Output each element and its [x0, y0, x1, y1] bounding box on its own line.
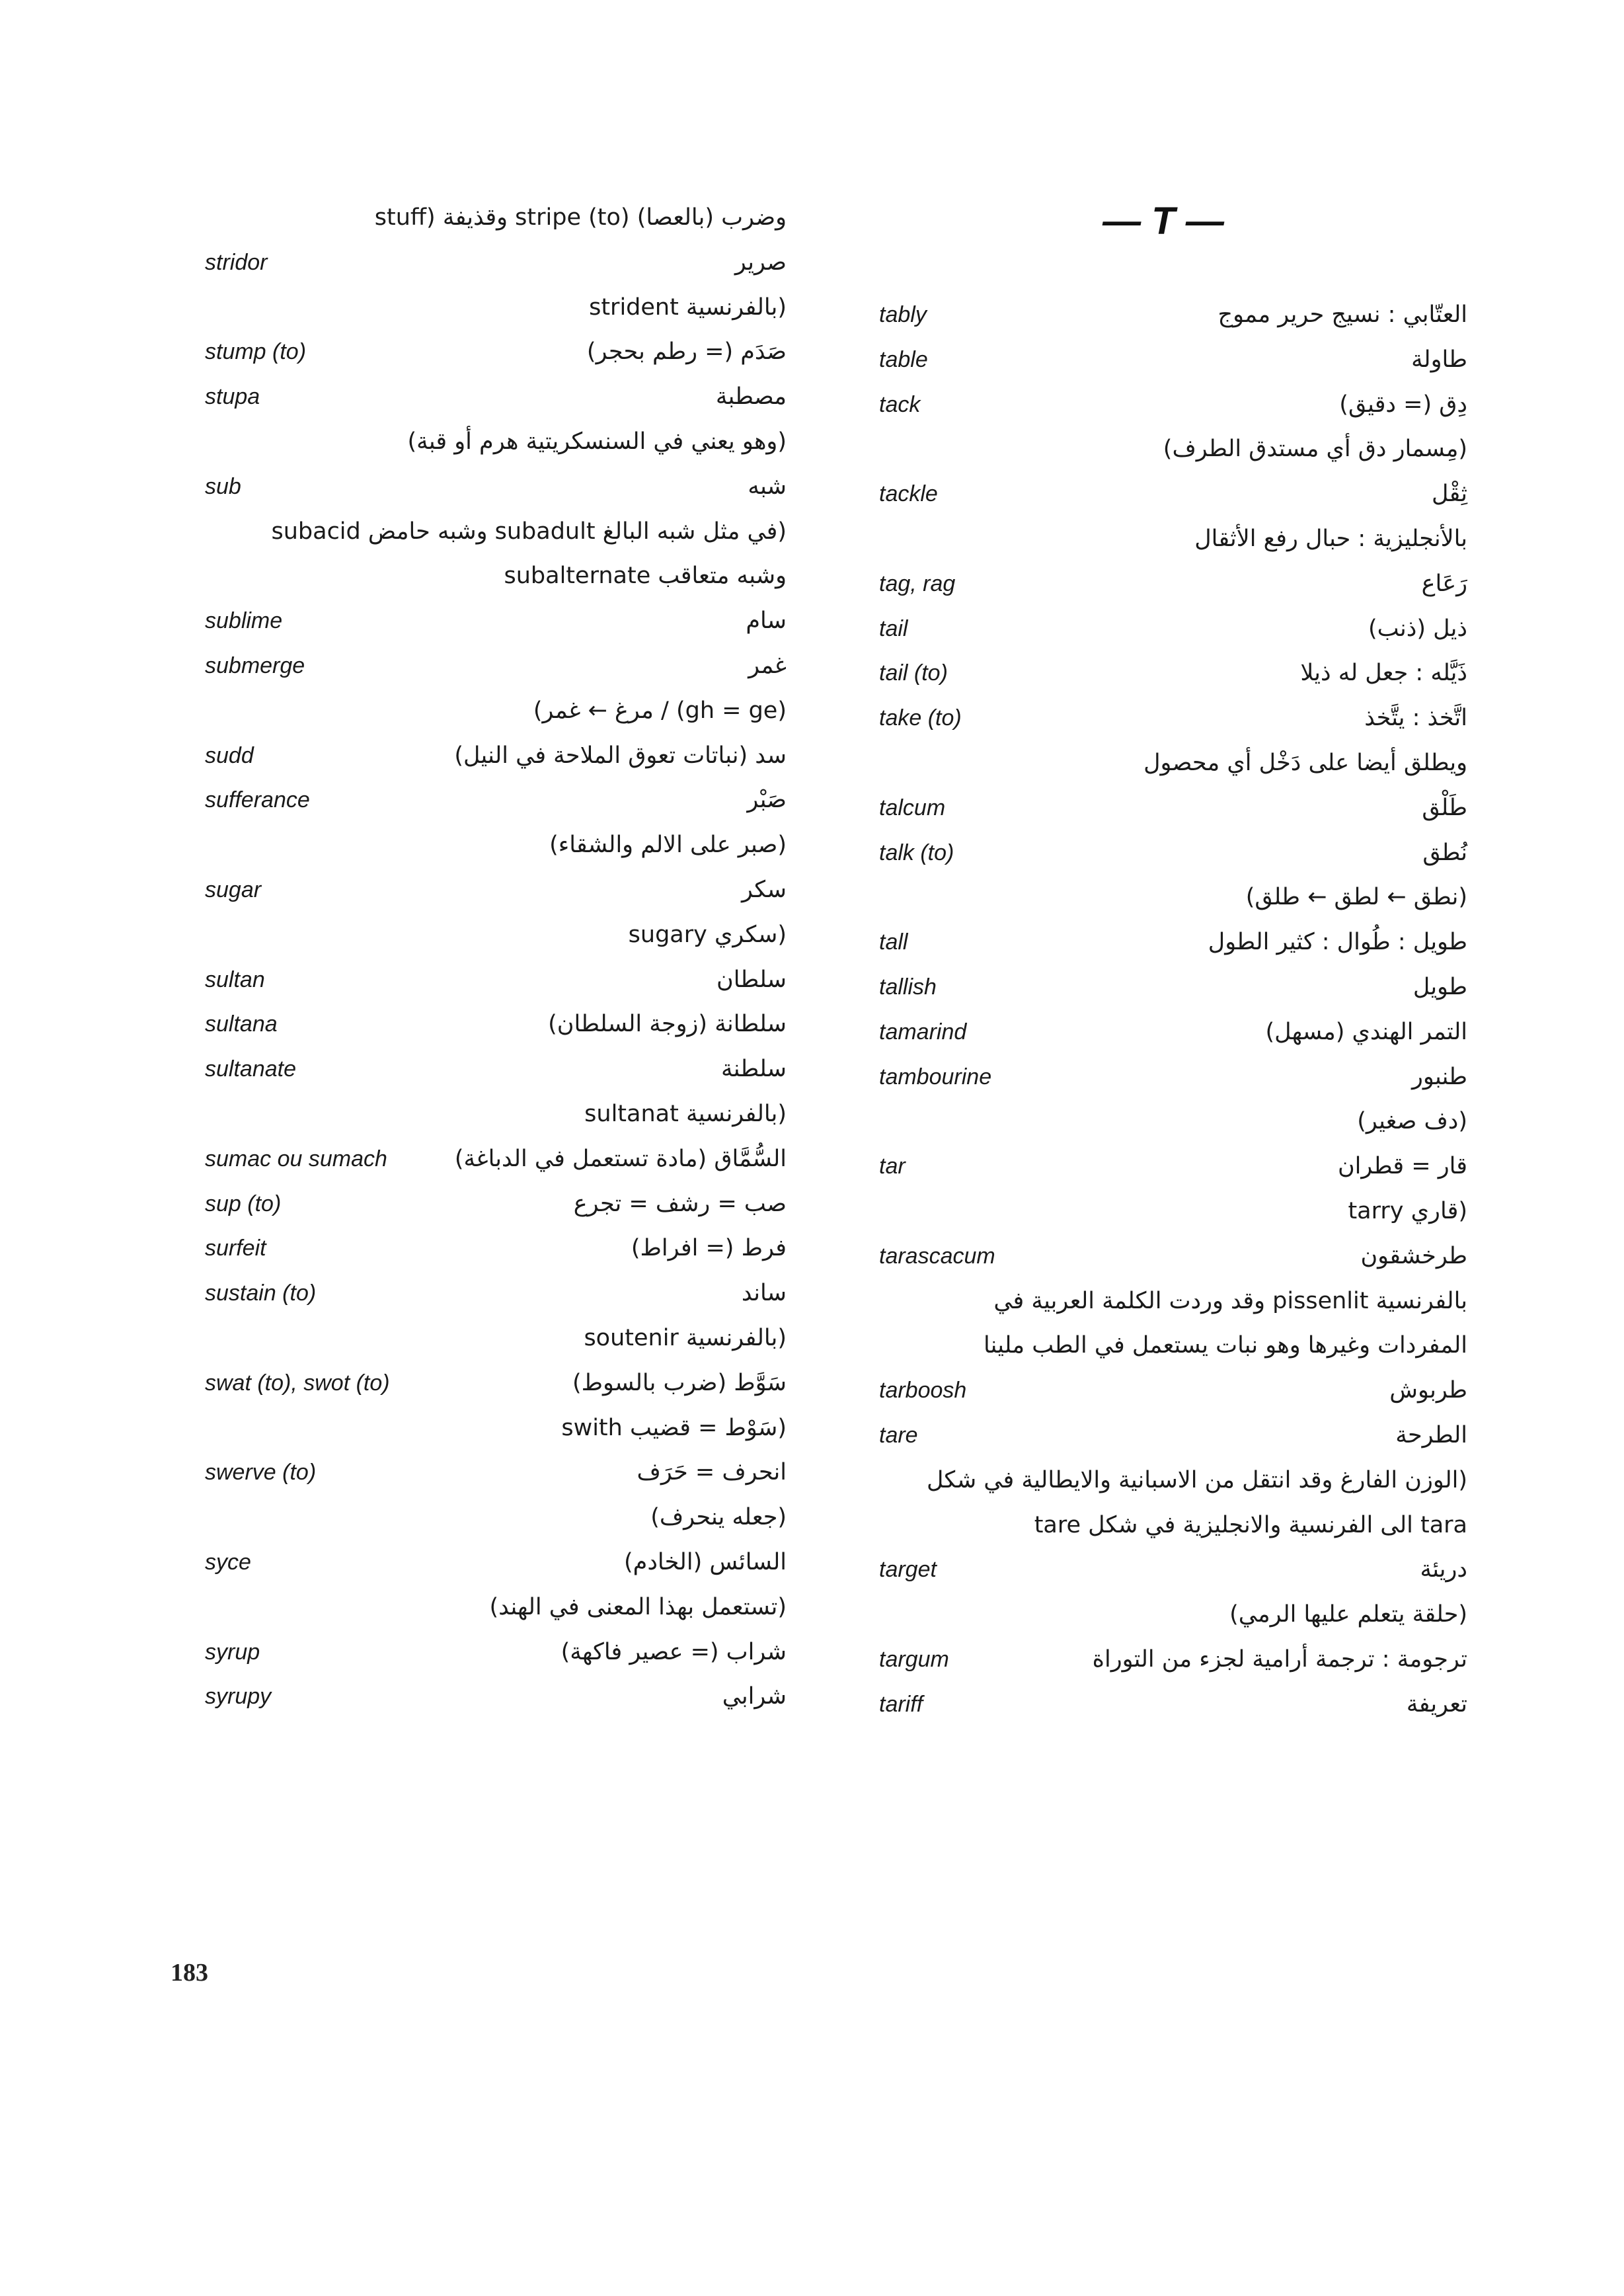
dictionary-entry — [205, 240, 787, 285]
entry-definition: (في مثل شبه البالغ subadult وشبه حامض subacid — [271, 518, 787, 545]
entry-headword: syce — [205, 1550, 251, 1575]
entry-definition: بالفرنسية pissenlit وقد وردت الكلمة العربية في — [993, 1287, 1467, 1314]
dictionary-entry — [879, 651, 1467, 695]
entry-headword: surfeit — [205, 1236, 266, 1261]
entry-definition: (تستعمل بهذا المعنى في الهند) — [489, 1593, 787, 1620]
dictionary-entry — [205, 822, 787, 867]
dictionary-entry — [205, 688, 787, 733]
dictionary-entry — [205, 1405, 787, 1450]
entry-definition: انحرف = حَرَف — [637, 1459, 787, 1486]
entry-headword: talcum — [879, 795, 946, 820]
dictionary-entry — [879, 1234, 1467, 1279]
entry-headword: sudd — [205, 742, 254, 768]
entry-headword: tar — [879, 1154, 906, 1179]
dictionary-entry — [205, 1540, 787, 1585]
dictionary-entry — [205, 329, 787, 374]
entry-definition: (وهو يعني في السنسكريتية هرم أو قبة) — [407, 428, 787, 455]
entry-definition: سلطنة — [721, 1056, 787, 1083]
entry-definition: السائس (الخادم) — [624, 1549, 787, 1575]
entry-definition: (سَوْط = قضيب swith — [561, 1414, 787, 1441]
dictionary-entry — [205, 1630, 787, 1675]
entry-definition: سام — [746, 608, 787, 635]
entry-definition: ذيل (ذنب) — [1368, 615, 1467, 642]
entry-headword: syrup — [205, 1639, 260, 1665]
entry-headword: tariff — [879, 1691, 923, 1717]
dictionary-entry — [879, 1323, 1467, 1368]
dictionary-entry — [879, 561, 1467, 606]
dictionary-entry — [205, 957, 787, 1002]
dictionary-entry — [205, 1181, 787, 1226]
dictionary-entry — [879, 471, 1467, 516]
entry-definition: (حلقة يتعلم عليها الرمي) — [1229, 1601, 1467, 1628]
entry-definition: دريئة — [1420, 1556, 1467, 1583]
dictionary-entry — [879, 426, 1467, 471]
dictionary-entry — [205, 1271, 787, 1316]
entry-definition: (صبر على الالم والشقاء) — [549, 832, 787, 859]
entry-headword: sultan — [205, 967, 265, 992]
dictionary-entry — [879, 1279, 1467, 1324]
entry-definition: وشبه متعاقب subalternate — [504, 563, 787, 590]
entry-definition: مصطبة — [715, 383, 787, 411]
entry-definition: شراب (= عصير فاكهة) — [561, 1638, 787, 1665]
dictionary-entry — [879, 382, 1467, 427]
dictionary-entry — [879, 830, 1467, 875]
entry-definition: (gh = ge) / مرغ ← غمر) — [533, 697, 787, 724]
entry-headword: tamarind — [879, 1019, 967, 1045]
dictionary-entry — [879, 785, 1467, 830]
entry-headword: sustain (to) — [205, 1281, 317, 1306]
dictionary-entry — [205, 912, 787, 957]
entry-headword: tably — [879, 302, 927, 327]
entry-definition: ويطلق أيضا على دَخْل أي محصول — [1143, 750, 1467, 776]
entry-headword: tail (to) — [879, 660, 948, 686]
dictionary-entry — [879, 965, 1467, 1009]
entry-headword: tackle — [879, 481, 938, 507]
dictionary-entry — [205, 733, 787, 778]
entry-headword: sublime — [205, 608, 283, 634]
entry-definition: سكر — [742, 877, 787, 903]
dictionary-entry — [205, 643, 787, 688]
dictionary-entry — [879, 740, 1467, 785]
dictionary-entry — [205, 1495, 787, 1540]
entry-definition: (الوزن الفارغ وقد انتقل من الاسبانية والايطالية في شكل — [927, 1466, 1467, 1493]
entry-definition: وضرب (بالعصا) stripe (to) وقذيفة (stuff — [374, 204, 787, 231]
dictionary-entry — [205, 553, 787, 598]
entry-definition: tara الى الفرنسية والانجليزية في شكل tare — [1034, 1511, 1467, 1538]
dictionary-entry — [205, 598, 787, 643]
dictionary-entry — [879, 1413, 1467, 1458]
entry-definition: شبه — [748, 473, 787, 500]
dictionary-entry — [879, 516, 1467, 561]
dictionary-entry — [205, 464, 787, 509]
entry-headword: stump (to) — [205, 339, 307, 365]
entry-headword: swerve (to) — [205, 1460, 317, 1485]
entry-definition: (سكري sugary — [628, 921, 787, 948]
dictionary-entry — [205, 1091, 787, 1136]
dictionary-entry — [879, 875, 1467, 920]
dictionary-entry — [879, 1682, 1467, 1727]
entry-headword: sultana — [205, 1011, 278, 1037]
dictionary-entry — [879, 1592, 1467, 1637]
entry-headword: sufferance — [205, 787, 310, 813]
entry-definition: فرط (= افراط) — [631, 1235, 787, 1262]
entry-definition: نُطق — [1422, 839, 1467, 866]
entry-definition: صَبْر — [747, 787, 787, 814]
dictionary-entry — [879, 292, 1467, 337]
entry-headword: syrupy — [205, 1684, 272, 1710]
page-number: 183 — [171, 1959, 208, 1987]
entry-definition: غمر — [748, 653, 787, 679]
entry-definition: دِق (= دقيق) — [1339, 391, 1467, 418]
dictionary-entry — [879, 1099, 1467, 1144]
entry-definition: (مِسمار دق أي مستدق الطرف) — [1163, 436, 1467, 463]
entry-definition: السُّمَّاق (مادة تستعمل في الدباغة) — [454, 1145, 787, 1172]
dictionary-entry — [205, 777, 787, 822]
entry-headword: tall — [879, 930, 908, 955]
dictionary-entry — [205, 374, 787, 419]
entry-definition: طربوش — [1389, 1377, 1467, 1404]
section-heading: — T — — [1102, 200, 1224, 243]
dictionary-entry — [205, 509, 787, 554]
entry-headword: target — [879, 1557, 937, 1583]
entry-definition: سلطانة (زوجة السلطان) — [548, 1011, 787, 1038]
entry-headword: tallish — [879, 974, 937, 1000]
entry-definition: اتَّخذ : يتَّخذ — [1364, 705, 1467, 732]
entry-definition: ساند — [741, 1280, 787, 1307]
dictionary-entry — [205, 1450, 787, 1495]
entry-headword: sumac ou sumach — [205, 1146, 387, 1171]
entry-definition: طويل : طُوال : كثير الطول — [1208, 929, 1467, 956]
dictionary-entry — [879, 1547, 1467, 1592]
dictionary-entry — [879, 920, 1467, 965]
entry-definition: ذَيَّله : جعل له ذيلا — [1300, 660, 1467, 687]
entry-headword: tambourine — [879, 1064, 992, 1089]
entry-headword: table — [879, 346, 928, 372]
entry-headword: sugar — [205, 877, 262, 902]
entry-definition: سلطان — [716, 966, 787, 993]
entry-definition: (دف صغير) — [1357, 1108, 1467, 1135]
dictionary-entry — [879, 337, 1467, 382]
entry-definition: قار = قطران — [1337, 1153, 1467, 1180]
dictionary-entry — [205, 867, 787, 912]
entry-definition: المفردات وغيرها وهو نبات يستعمل في الطب ملينا — [984, 1332, 1467, 1359]
entry-definition: ترجومة : ترجمة أرامية لجزء من التوراة — [1092, 1646, 1467, 1673]
dictionary-entry — [879, 1189, 1467, 1234]
entry-definition: (قاري tarry — [1348, 1198, 1467, 1224]
entry-headword: tare — [879, 1423, 918, 1448]
entry-definition: شرابي — [722, 1683, 787, 1710]
entry-definition: التمر الهندي (مسهل) — [1265, 1018, 1467, 1045]
entry-definition: (بالفرنسية sultanat — [584, 1101, 787, 1127]
dictionary-entry — [879, 1144, 1467, 1189]
entry-definition: الطرحة — [1395, 1422, 1467, 1448]
dictionary-entry — [205, 285, 787, 330]
dictionary-entry — [205, 1361, 787, 1405]
entry-definition: طَلْق — [1422, 794, 1467, 821]
entry-definition: طاولة — [1411, 346, 1467, 373]
entry-definition: العتّابي : نسيج حرير مموج — [1218, 301, 1467, 328]
entry-headword: tarascacum — [879, 1243, 995, 1269]
entry-headword: tag, rag — [879, 571, 956, 596]
entry-definition: صرير — [734, 249, 787, 276]
dictionary-entry — [879, 1009, 1467, 1054]
dictionary-entry — [205, 1226, 787, 1271]
entry-definition: سد (نباتات تعوق الملاحة في النيل) — [454, 742, 787, 769]
entry-headword: swat (to), swot (to) — [205, 1370, 390, 1396]
entry-definition: تعريفة — [1406, 1690, 1467, 1718]
entry-headword: sub — [205, 473, 241, 499]
entry-headword: sultanate — [205, 1056, 296, 1082]
entry-headword: take (to) — [879, 705, 962, 731]
dictionary-entry — [879, 1637, 1467, 1682]
dictionary-entry — [879, 1503, 1467, 1548]
dictionary-entry — [205, 195, 787, 240]
entry-definition: طرخشقون — [1360, 1242, 1467, 1269]
entry-definition: صب = رشف = تجرع — [573, 1190, 787, 1217]
entry-definition: صَدَم (= رطم بحجر) — [586, 338, 787, 366]
dictionary-entry — [879, 1054, 1467, 1099]
entry-definition: ثِقْل — [1432, 481, 1467, 508]
dictionary-entry — [205, 419, 787, 464]
dictionary-entry — [879, 606, 1467, 651]
dictionary-entry — [205, 1316, 787, 1361]
entry-headword: stupa — [205, 384, 260, 410]
entry-headword: sup (to) — [205, 1191, 282, 1216]
dictionary-entry — [205, 1674, 787, 1719]
entry-headword: tail — [879, 615, 908, 641]
entry-definition: رَعَاع — [1421, 570, 1467, 597]
dictionary-entry — [879, 1458, 1467, 1503]
dictionary-entry — [205, 1585, 787, 1630]
entry-headword: tarboosh — [879, 1378, 967, 1404]
dictionary-entry — [879, 695, 1467, 740]
entry-definition: (بالفرنسية soutenir — [584, 1325, 787, 1351]
entry-headword: tack — [879, 391, 921, 417]
dictionary-entry — [879, 1368, 1467, 1413]
entry-headword: targum — [879, 1647, 949, 1672]
entry-definition: (بالفرنسية strident — [589, 294, 787, 321]
dictionary-entry — [205, 1002, 787, 1047]
entry-definition: طويل — [1412, 974, 1467, 1000]
entry-definition: بالأنجليزية : حبال رفع الأثقال — [1194, 526, 1467, 552]
entry-definition: (جعله ينحرف) — [650, 1504, 787, 1531]
entry-definition: طنبور — [1412, 1063, 1467, 1090]
entry-headword: submerge — [205, 653, 305, 678]
entry-headword: talk (to) — [879, 840, 954, 865]
dictionary-entry — [205, 1047, 787, 1091]
entry-definition: سَوَّط (ضرب بالسوط) — [572, 1369, 787, 1396]
entry-headword: stridor — [205, 249, 268, 275]
dictionary-entry — [205, 1136, 787, 1181]
entry-definition: (نطق ← لطق ← طلق) — [1245, 884, 1467, 911]
